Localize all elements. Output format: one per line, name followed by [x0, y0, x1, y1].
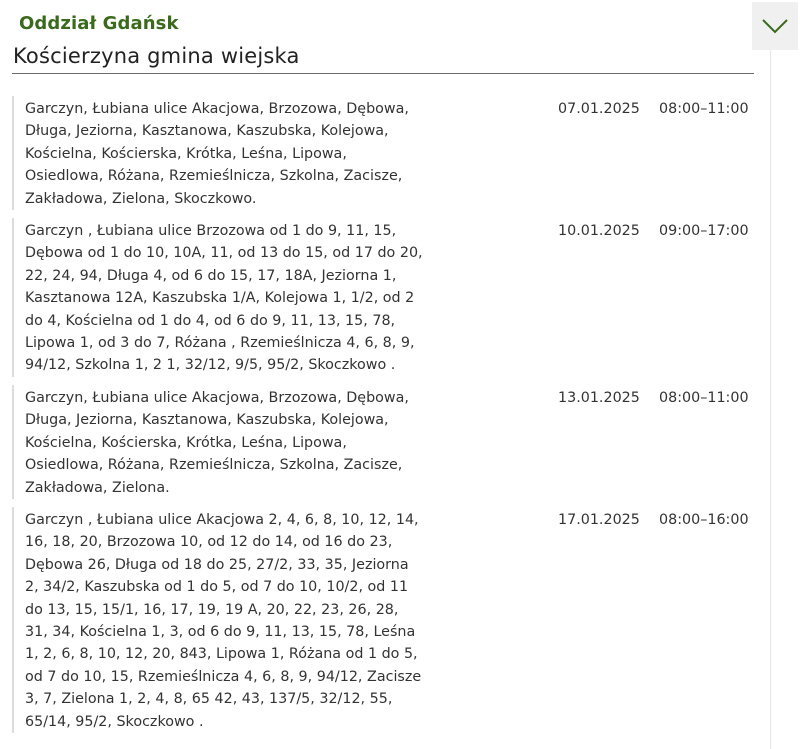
- outage-row: [12, 218, 754, 377]
- outage-time: 08:00–16:00: [659, 511, 749, 528]
- outage-address: Garczyn , Łubiana ulice Akacjowa 2, 4, 6, 8, 10, 12, 14, 16, 18, 20, Brzozowa 10, od 12 do 14, od 16 do 23, Dębowa 26, Długa od 18 do 25, 27/2, 33, 35, Jeziorna 2, 34/2, Kaszubska od 1 do 5, od 7 do 10, 10/2, od 11 do 13, 15, 15/1, 16, 17, 19, 19 A, 20, 22, 23, 26, 28, 31, 34, Kościelna 1, 3, od 6 do 9, 11, 13, 15, 78, Leśna 1, 2, 6, 8, 10, 12, 20, 843, Lipowa 1, Różana od 1 do 5, od 7 do 10, 15, Rzemieślnicza 4, 6, 8, 9, 94/12, Zacisze 3, 7, Zielona 1, 2, 4, 8, 65 42, 43, 137/5, 32/12, 55, 65/14, 95/2, Skoczkowo .: [25, 511, 422, 730]
- outage-address: Garczyn, Łubiana ulice Akacjowa, Brzozowa, Dębowa, Długa, Jeziorna, Kasztanowa, Kaszubska, Kolejowa, Kościelna, Kościerska, Krótka, Leśna, Lipowa, Osiedlowa, Różana, Rzemieślnicza, Szkolna, Zacisze, Zakładowa, Zielona, Skoczkowo.: [25, 101, 409, 207]
- outage-row: [12, 507, 754, 733]
- outage-row: [12, 385, 754, 499]
- title-underline: [12, 73, 754, 74]
- outage-date: 10.01.2025: [558, 223, 640, 240]
- outage-date: 13.01.2025: [558, 389, 640, 406]
- municipality-title: Kościerzyna gmina wiejska: [13, 44, 300, 68]
- outage-time: 09:00–17:00: [659, 223, 749, 240]
- outage-address: Garczyn , Łubiana ulice Brzozowa od 1 do 9, 11, 15, Dębowa od 1 do 10, 10A, 11, od 13 do 15, od 17 do 20, 22, 24, 94, Długa 4, od 6 do 15, 17, 18A, Jeziorna 1, Kasztanowa 12A, Kaszubska 1/A, Kolejowa 1, 1/2, od 2 do 4, Kościelna od 1 do 4, od 6 do 9, 11, 13, 15, 78, Lipowa 1, od 3 do 7, Różana , Rzemieślnicza 4, 6, 8, 9, 94/12, Szkolna 1, 2 1, 32/12, 9/5, 95/2, Skoczkowo .: [25, 223, 423, 374]
- outage-time: 08:00–11:00: [659, 101, 749, 117]
- chevron-down-icon: [762, 16, 788, 36]
- outage-list: [12, 96, 754, 733]
- right-divider: [770, 50, 771, 749]
- outage-address: Garczyn, Łubiana ulice Akacjowa, Brzozowa, Dębowa, Długa, Jeziorna, Kasztanowa, Kaszubska, Kolejowa, Kościelna, Kościerska, Krótka, Leśna, Lipowa, Osiedlowa, Różana, Rzemieślnicza, Szkolna, Zacisze, Zakładowa, Zielona.: [25, 389, 409, 496]
- outage-date: 07.01.2025: [558, 101, 640, 117]
- toggle-button[interactable]: [752, 2, 798, 50]
- outage-row: [12, 96, 754, 210]
- outage-time: 08:00–11:00: [659, 389, 749, 406]
- branch-name: Oddział Gdańsk: [19, 13, 179, 34]
- outage-date: 17.01.2025: [558, 511, 640, 528]
